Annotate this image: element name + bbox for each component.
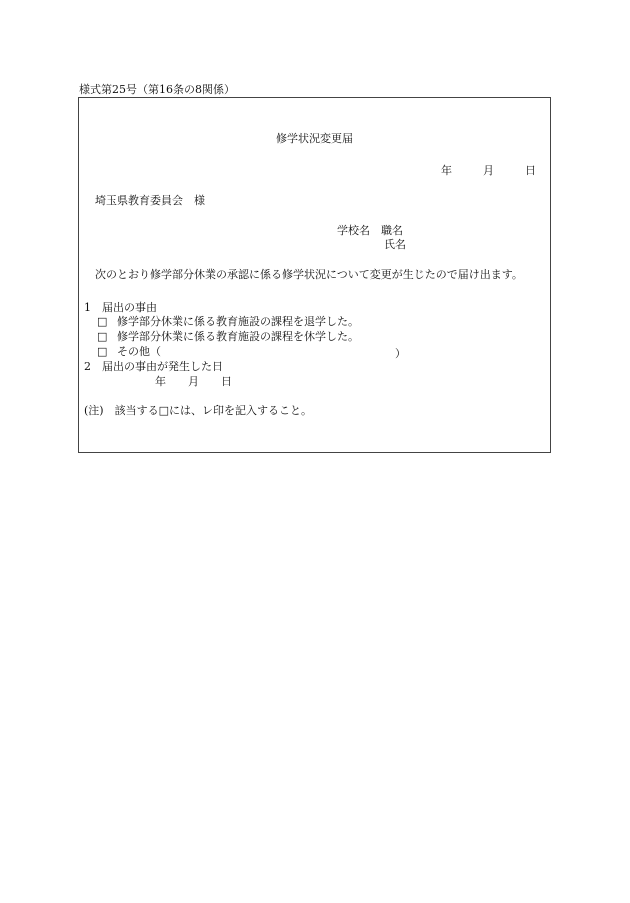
checkbox-other[interactable]: □	[97, 345, 108, 358]
name-line: 氏名	[384, 238, 406, 251]
body-text: 次のとおり修学部分休業の承認に係る修学状況について変更が生じたので届け出ます。	[95, 268, 523, 281]
option-withdrew-label: 修学部分休業に係る教育施設の課程を退学した。	[117, 315, 359, 328]
form-title: 修学状況変更届	[276, 132, 353, 145]
section-2-heading: 2 届出の事由が発生した日	[84, 360, 223, 373]
date-line	[441, 164, 536, 178]
option-leave	[97, 330, 359, 344]
form-number-caption: 様式第25号（第16条の8関係）	[79, 83, 235, 96]
date-year-label: 年	[441, 164, 452, 177]
option-other-label: その他（	[117, 345, 161, 358]
option-withdrew	[97, 315, 359, 329]
occurrence-date-line: 年 月 日	[155, 375, 232, 388]
note: (注) 該当する□には、レ印を記入すること。	[84, 404, 312, 417]
addressee: 埼玉県教育委員会 様	[95, 194, 205, 207]
option-leave-label: 修学部分休業に係る教育施設の課程を休学した。	[117, 330, 359, 343]
section-1-heading: 1 届出の事由	[84, 301, 157, 314]
form-frame	[78, 97, 551, 453]
date-day-label: 日	[525, 164, 536, 177]
checkbox-withdrew[interactable]: □	[97, 315, 108, 328]
option-other	[97, 345, 161, 359]
date-month-label: 月	[483, 164, 494, 177]
checkbox-leave[interactable]: □	[97, 330, 108, 343]
school-title-line: 学校名 職名	[337, 224, 403, 237]
option-other-close-paren: ）	[395, 347, 406, 360]
